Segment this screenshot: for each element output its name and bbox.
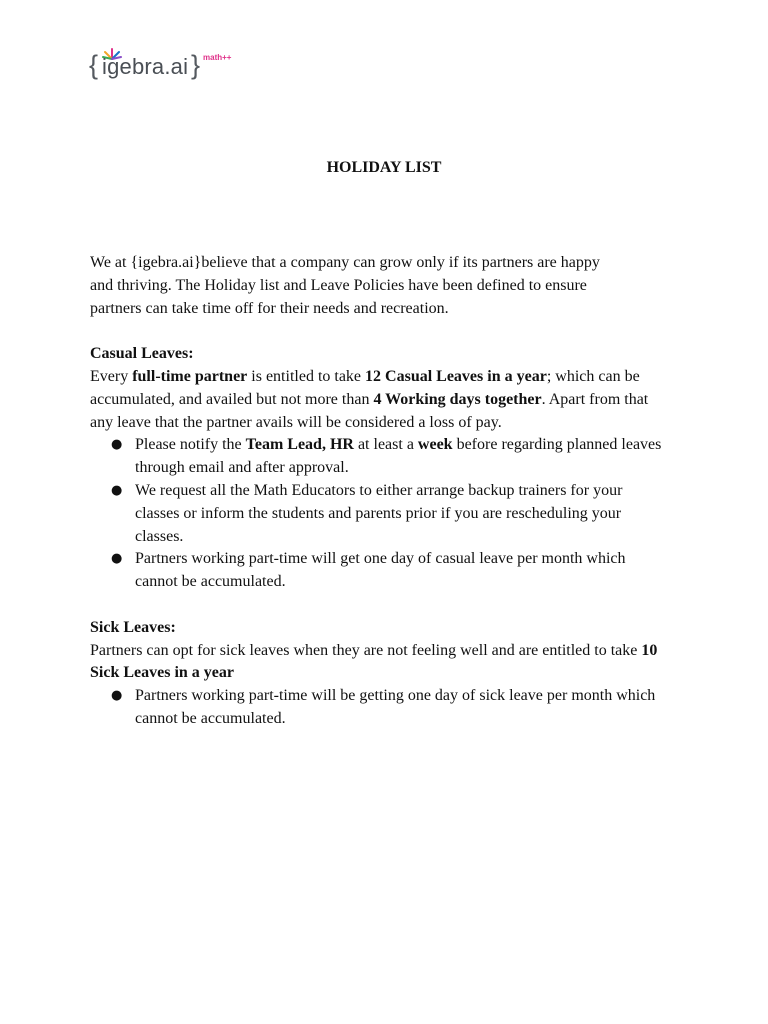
casual-leaves-paragraph — [90, 366, 670, 434]
intro-paragraph — [90, 252, 670, 320]
text-run-bold: 10 Sick Leaves in a year — [90, 641, 658, 682]
text-run-bold: full-time partner — [132, 367, 248, 385]
text-run: before regarding planned leaves through email and after approval. — [135, 436, 662, 477]
text-run: Every — [90, 367, 133, 385]
text-run-bold: Team Lead, HR — [245, 436, 354, 454]
logo-superscript: math++ — [203, 53, 232, 62]
sick-leaves-paragraph — [90, 640, 670, 686]
list-item: ● Partners working part-time will be getting one day of sick leave per month which cannot be accumulated. — [135, 685, 670, 731]
casual-leaves-heading: Casual Leaves: — [90, 345, 194, 363]
sick-leaves-list — [90, 685, 670, 731]
text-run: Please notify the — [135, 436, 246, 454]
text-run-bold: week — [417, 436, 453, 454]
page-title: HOLIDAY LIST — [326, 159, 442, 176]
text-run: Partners can opt for sick leaves when they are not feeling well and are entitled to take — [90, 641, 642, 659]
text-run: is entitled to take — [247, 367, 366, 385]
casual-leaves-list — [90, 434, 670, 594]
logo-brace-open: { — [89, 50, 99, 80]
intro-line-2: and thriving. The Holiday list and Leave Policies have been defined to ensure — [90, 276, 587, 294]
intro-line-1: We at {igebra.ai}believe that a company can grow only if its partners are happy — [90, 254, 600, 271]
list-item — [135, 434, 670, 480]
company-logo — [89, 44, 249, 88]
text-run-bold: 12 Casual Leaves in a year — [365, 367, 547, 385]
list-item: ● Partners working part-time will get one day of casual leave per month which cannot be accumulated. — [135, 548, 670, 594]
intro-line-3: partners can take time off for their needs and recreation. — [90, 299, 449, 317]
logo-wordmark: igebra.ai — [102, 54, 189, 79]
text-run: at least a — [353, 436, 418, 454]
logo-brace-close: } — [191, 50, 201, 80]
text-run: ; which can be accumulated, and availed but not more than — [90, 367, 640, 408]
document-body — [90, 252, 670, 731]
sick-leaves-heading: Sick Leaves: — [90, 618, 176, 636]
list-item: ● We request all the Math Educators to either arrange backup trainers for your classes or inform the students and parents prior if you are rescheduling your classes. — [135, 480, 670, 548]
text-run-bold: 4 Working days together — [373, 390, 542, 408]
text-run: . Apart from that any leave that the partner avails will be considered a loss of pay. — [90, 390, 649, 431]
